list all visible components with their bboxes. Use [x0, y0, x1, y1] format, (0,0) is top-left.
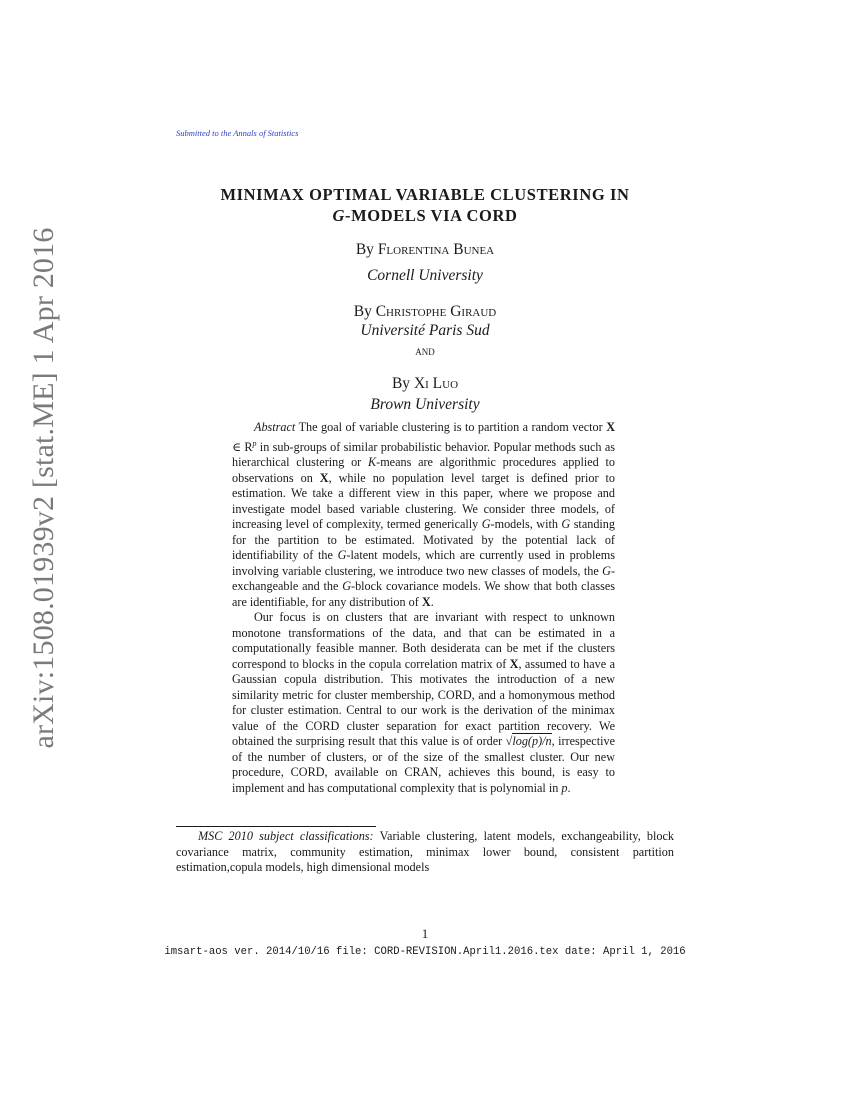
page-number: 1 [421, 926, 429, 941]
abstract-paragraph-1: Abstract The goal of variable clustering is to partition a random vector X ∈ $R^p$ in sub-groups of similar probabilistic behavior. Popular methods such as hierarchical clustering or K-means are algorithmic procedures applied to observations on X, while no population level target is defined prior to estimation. We take a different view in this paper, where we propose and investigate model based variable clustering. We consider three models, of increasing level of complexity, termed generically G-models, with G standing for the partition to be estimated. Motivated by the potential lack of identifiability of the G-latent models, which are currently used in problems involving variable clustering, we introduce two new classes of models, the G-exchangeable and the G-block covariance models. We show that both classes are identifiable, for any distribution of X. [232, 420, 615, 609]
and-separator: and [415, 343, 435, 358]
page-footer: imsart-aos ver. 2014/10/16 file: CORD-REVISION.April1.2016.tex date: April 1, 2016 [164, 946, 686, 958]
author-name: Florentina Bunea [377, 241, 495, 258]
author-by: By [353, 303, 372, 320]
title-line-1: MINIMAX OPTIMAL VARIABLE CLUSTERING IN [220, 185, 630, 204]
author-name: Christophe Giraud [375, 303, 497, 320]
journal-submission-note[interactable]: Submitted to the Annals of Statistics [176, 128, 299, 138]
paper-title [150, 184, 700, 226]
author-3 [170, 374, 680, 393]
title-line-2: G-MODELS VIA CORD [332, 206, 518, 225]
author-1 [170, 240, 680, 259]
abstract [232, 420, 615, 796]
author-by: By [391, 375, 411, 392]
sqrt-expression: √log(p)/n [505, 734, 552, 749]
msc-label: MSC 2010 subject classifications: [198, 829, 374, 843]
author-2-affiliation: Université Paris Sud [360, 322, 490, 339]
author-name: Xi Luo [413, 375, 459, 392]
author-2 [170, 302, 680, 321]
author-1-affiliation: Cornell University [367, 267, 483, 284]
abstract-paragraph-2: Our focus is on clusters that are invariant with respect to unknown monotone transformations of the data, and that can be estimated in a computationally feasible manner. Both desiderata can be met if the clusters correspond to blocks in the copula correlation matrix of X, assumed to have a Gaussian copula distribution. This motivates the introduction of a new similarity metric for cluster membership, CORD, and a homonymous method for cluster estimation. Central to our work is the derivation of the minimax value of the CORD cluster separation for exact partition recovery. We obtained the surprising result that this value is of order √log(p)/n, irrespective of the number of clusters, or of the size of the smallest cluster. Our new procedure, CORD, available on CRAN, achieves this bound, is easy to implement and has computational complexity that is polynomial in p. [232, 610, 615, 795]
abstract-label: Abstract [254, 420, 296, 434]
author-3-affiliation: Brown University [370, 396, 480, 413]
arxiv-identifier-stamp: arXiv:1508.01939v2 [stat.ME] 1 Apr 2016 [27, 227, 60, 749]
msc-classifications [176, 829, 674, 876]
msc-text: Variable clustering, latent models, exchangeability, block covariance matrix, community estimation, minimax lower bound, consistent partition estimation,copula models, high dimensional models [176, 829, 675, 874]
author-by: By [355, 241, 374, 258]
footnote-rule [176, 826, 376, 827]
